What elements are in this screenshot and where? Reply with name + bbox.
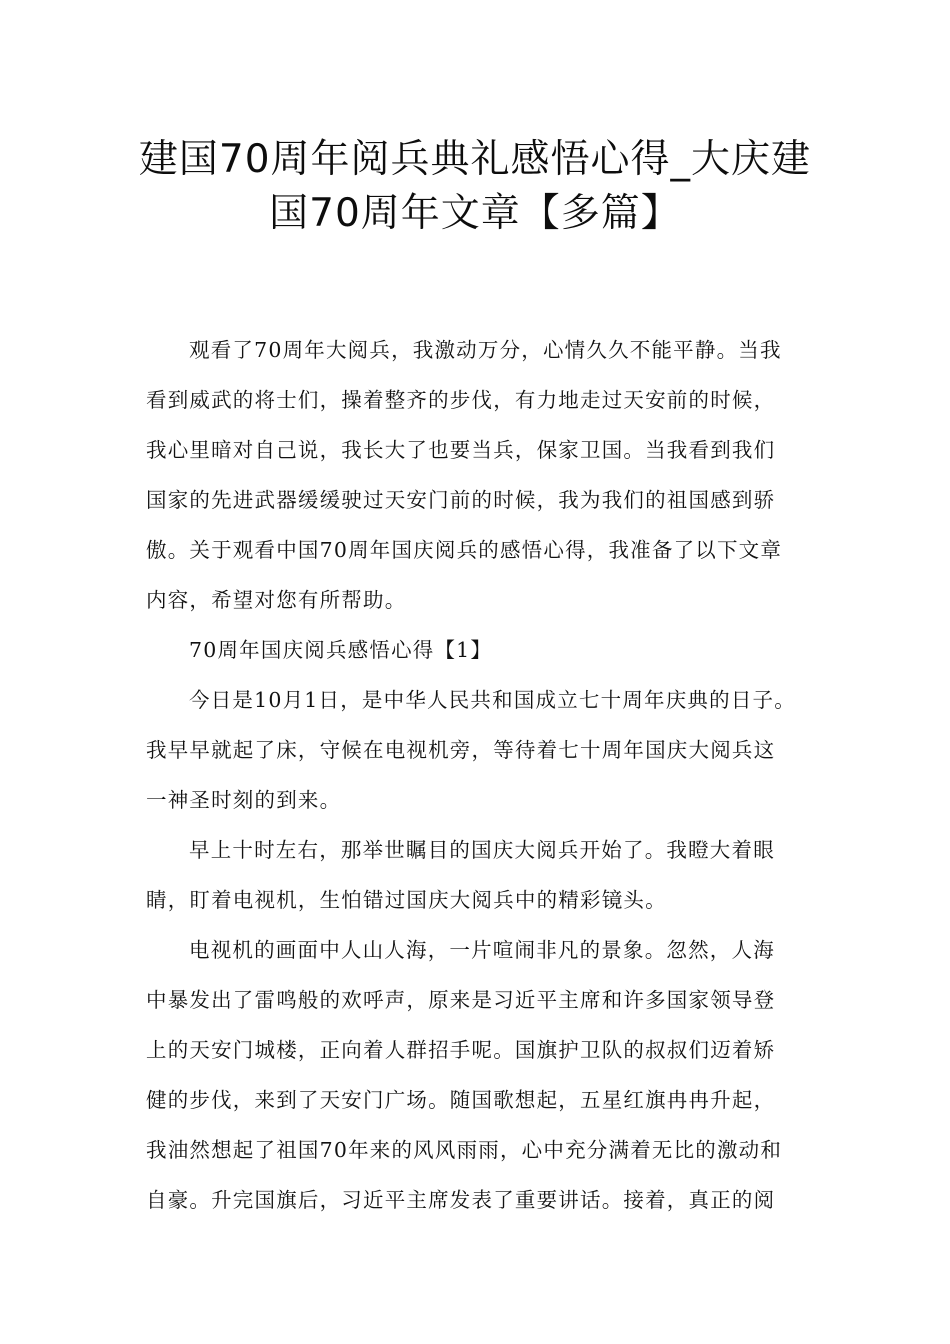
body-line: 我油然想起了祖国70年来的风风雨雨，心中充分满着无比的激动和 — [146, 1138, 783, 1162]
body-line: 电视机的画面中人山人海，一片喧闹非凡的景象。忽然，人海 — [189, 938, 775, 962]
body-line: 我心里暗对自己说，我长大了也要当兵，保家卫国。当我看到我们 — [146, 438, 776, 462]
body-line: 上的天安门城楼，正向着人群招手呢。国旗护卫队的叔叔们迈着矫 — [146, 1038, 776, 1062]
body-line: 自豪。升完国旗后，习近平主席发表了重要讲话。接着，真正的阅 — [146, 1188, 776, 1212]
body-line: 中暴发出了雷鸣般的欢呼声，原来是习近平主席和许多国家领导登 — [146, 988, 776, 1012]
body-line: 观看了70周年大阅兵，我激动万分，心情久久不能平静。当我 — [189, 338, 782, 362]
body-line: 一神圣时刻的到来。 — [146, 788, 342, 812]
body-line: 今日是10月1日，是中华人民共和国成立七十周年庆典的日子。 — [189, 688, 796, 712]
body-line: 我早早就起了床，守候在电视机旁，等待着七十周年国庆大阅兵这 — [146, 738, 776, 762]
document-title-line-2: 国70周年文章【多篇】 — [269, 191, 681, 236]
body-line: 看到威武的将士们，操着整齐的步伐，有力地走过天安前的时候， — [146, 388, 776, 412]
body-line: 健的步伐，来到了天安门广场。随国歌想起，五星红旗冉冉升起， — [146, 1088, 776, 1112]
body-line: 傲。关于观看中国70周年国庆阅兵的感悟心得，我准备了以下文章 — [146, 538, 783, 562]
body-line: 早上十时左右，那举世瞩目的国庆大阅兵开始了。我瞪大着眼 — [189, 838, 775, 862]
section-heading: 70周年国庆阅兵感悟心得【1】 — [189, 638, 493, 662]
body-line: 内容，希望对您有所帮助。 — [146, 588, 407, 612]
body-line: 睛，盯着电视机，生怕错过国庆大阅兵中的精彩镜头。 — [146, 888, 667, 912]
document-title-line-1: 建国70周年阅兵典礼感悟心得_大庆建 — [138, 137, 812, 182]
body-line: 国家的先进武器缓缓驶过天安门前的时候，我为我们的祖国感到骄 — [146, 488, 776, 512]
